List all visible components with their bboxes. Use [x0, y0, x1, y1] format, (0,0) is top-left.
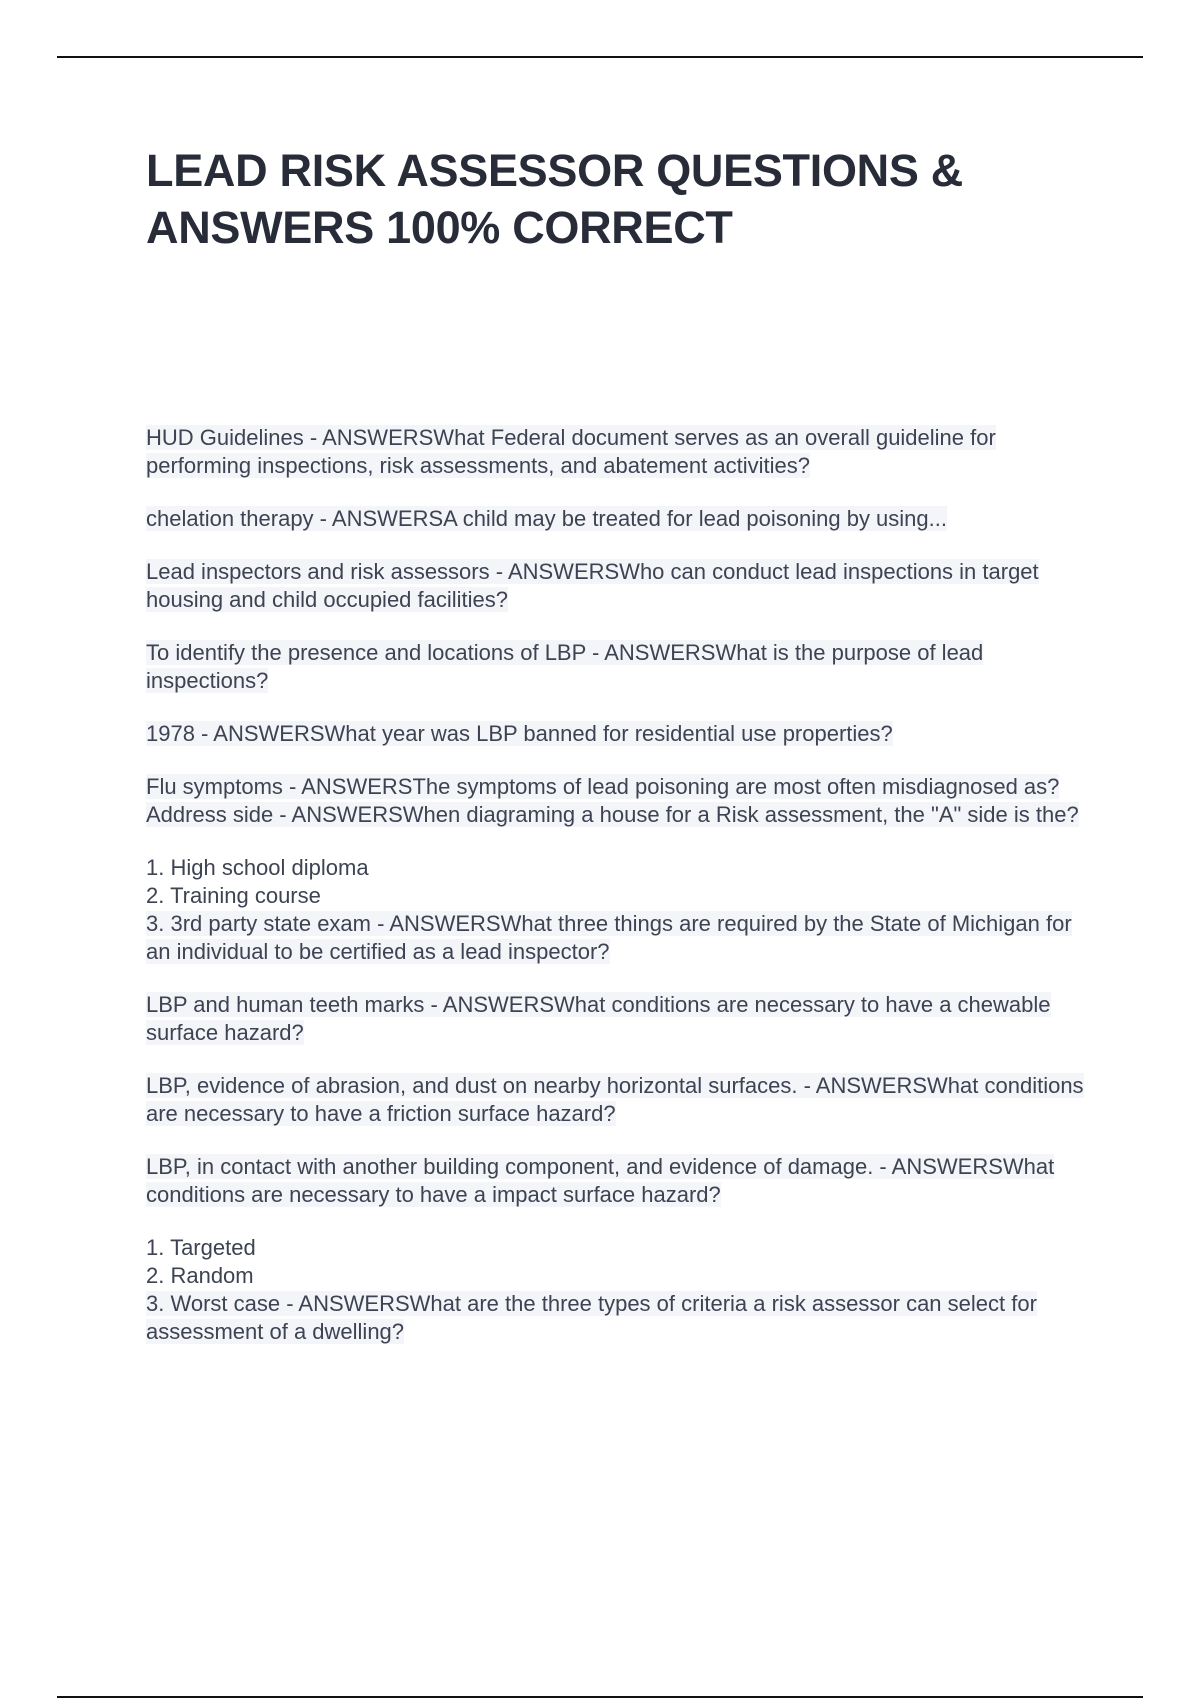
qa-text: Lead inspectors and risk assessors - ANSWERSWho can conduct lead inspections in target housing and child occupied facilities?: [146, 559, 1039, 612]
qa-item: [146, 505, 1086, 533]
qa-item: [146, 773, 1086, 801]
qa-line: 1. High school diploma: [146, 855, 369, 880]
qa-line: 1. Targeted: [146, 1235, 256, 1260]
qa-text: 3. 3rd party state exam - ANSWERSWhat three things are required by the State of Michigan for an individual to be certified as a lead inspector?: [146, 911, 1072, 964]
qa-list: [146, 424, 1086, 1371]
qa-item: [146, 639, 1086, 695]
qa-text: LBP, evidence of abrasion, and dust on nearby horizontal surfaces. - ANSWERSWhat conditions are necessary to have a friction surface hazard?: [146, 1073, 1084, 1126]
qa-text: HUD Guidelines - ANSWERSWhat Federal document serves as an overall guideline for performing inspections, risk assessments, and abatement activities?: [146, 425, 996, 478]
qa-item: [146, 1153, 1086, 1209]
qa-item: [146, 720, 1086, 748]
qa-item: [146, 801, 1086, 829]
qa-text: Flu symptoms - ANSWERSThe symptoms of lead poisoning are most often misdiagnosed as?: [146, 774, 1060, 799]
qa-item: [146, 424, 1086, 480]
top-rule: [57, 56, 1143, 58]
qa-item: [146, 854, 1086, 966]
qa-text: chelation therapy - ANSWERSA child may be treated for lead poisoning by using...: [146, 506, 947, 531]
qa-text: 3. Worst case - ANSWERSWhat are the three types of criteria a risk assessor can select for assessment of a dwelling?: [146, 1291, 1037, 1344]
qa-text: LBP, in contact with another building component, and evidence of damage. - ANSWERSWhat conditions are necessary to have a impact surface hazard?: [146, 1154, 1055, 1207]
qa-line: 2. Random: [146, 1263, 254, 1288]
qa-item: [146, 1072, 1086, 1128]
title-line-2: ANSWERS 100% CORRECT: [146, 202, 733, 253]
title-line-1: LEAD RISK ASSESSOR QUESTIONS &: [146, 145, 963, 196]
qa-item: [146, 991, 1086, 1047]
qa-text: 1978 - ANSWERSWhat year was LBP banned for residential use properties?: [146, 721, 893, 746]
qa-line: 2. Training course: [146, 883, 321, 908]
qa-text: To identify the presence and locations of LBP - ANSWERSWhat is the purpose of lead inspections?: [146, 640, 984, 693]
qa-text: Address side - ANSWERSWhen diagraming a house for a Risk assessment, the "A" side is the?: [146, 802, 1079, 827]
qa-item: [146, 1234, 1086, 1346]
document-title: [146, 142, 1106, 256]
qa-text: LBP and human teeth marks - ANSWERSWhat conditions are necessary to have a chewable surface hazard?: [146, 992, 1051, 1045]
bottom-rule: [57, 1696, 1143, 1698]
qa-item: [146, 558, 1086, 614]
